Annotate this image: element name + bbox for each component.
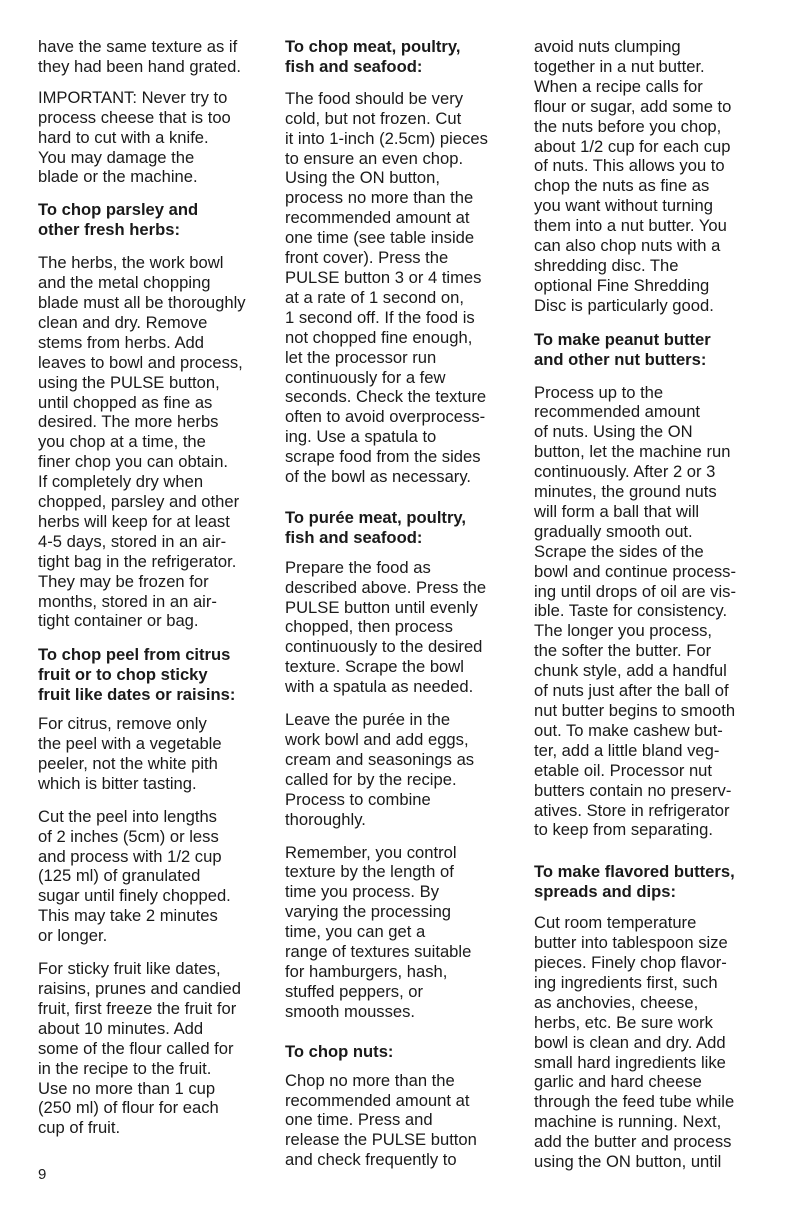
- column-2: [285, 37, 511, 1170]
- paragraph-nuts-continued: avoid nuts clumping together in a nut butter. When a recipe calls for flour or sugar, add some to the nuts before you chop, about 1/2 cup for each cup of nuts. This allows you to chop the nuts as fine as you want without turning them into a nut butter. You can also chop nuts with a shredding disc. The optional Fine Shredding Disc is particularly good.: [534, 37, 732, 315]
- heading-flavored-butters: To make flavored butters, spreads and dips:: [534, 862, 735, 902]
- heading-chop-parsley: To chop parsley and other fresh herbs:: [38, 200, 199, 240]
- paragraph-meat-instructions: The food should be very cold, but not frozen. Cut it into 1-inch (2.5cm) pieces to ensure an even chop. Using the ON button, process no more than the recommended amount at one time (see table inside front cover). Press the PULSE button 3 or 4 times at a rate of 1 second on, 1 second off. If the food is not chopped fine enough, let the processor run continuously for a few seconds. Check the texture often to avoid overprocess- ing. Use a spatula to scrape food from the sides of the bowl as necessary.: [285, 88, 488, 487]
- paragraph-herbs-instructions: The herbs, the work bowl and the metal chopping blade must all be thoroughly clean and dry. Remove stems from herbs. Add leaves to bowl and process, using the PULSE button, until chopped as fine as desired. The more herbs you chop at a time, the finer chop you can obtain. If completely dry when chopped, parsley and other herbs will keep for at least 4-5 days, stored in an air- tight bag in the refrigerator. They may be frozen for months, stored in an air- tight container or bag.: [38, 253, 246, 631]
- heading-puree-meat: To purée meat, poultry, fish and seafood:: [285, 507, 467, 547]
- paragraph-nut-butter-instructions: Process up to the recommended amount of nuts. Using the ON button, let the machine run continuously. After 2 or 3 minutes, the ground nuts will form a ball that will gradually smooth out. Scrape the sides of the bowl and continue process- ing until drops of oil are vis- ible. Taste for consistency. The longer you process, the softer the butter. For chunk style, add a handful of nuts just after the ball of nut butter begins to smooth out. To make cashew but- ter, add a little bland veg- etable oil. Processor nut butters contain no preserv- atives. Store in refrigerator to keep from separating.: [534, 382, 737, 840]
- page-number: 9: [38, 1166, 47, 1183]
- heading-chop-nuts: To chop nuts:: [285, 1041, 394, 1061]
- heading-chop-meat: To chop meat, poultry, fish and seafood:: [285, 37, 461, 76]
- paragraph-peel-instructions: Cut the peel into lengths of 2 inches (5cm) or less and process with 1/2 cup (125 ml) of granulated sugar until finely chopped. This may take 2 minutes or longer.: [38, 806, 231, 946]
- paragraph-texture-continued: have the same texture as if they had been hand grated.: [38, 37, 241, 76]
- heading-peanut-butter: To make peanut butter and other nut butters:: [534, 329, 711, 369]
- column-1: [38, 37, 260, 1138]
- paragraph-flavored-butters-instructions: Cut room temperature butter into tablespoon size pieces. Finely chop flavor- ing ingredients first, such as anchovies, cheese, herbs, etc. Be sure work bowl is clean and dry. Add small hard ingredients like garlic and hard cheese through the feed tube while machine is running. Next, add the butter and process using the ON button, until: [534, 913, 735, 1172]
- paragraph-citrus-instructions: For citrus, remove only the peel with a vegetable peeler, not the white pith which is bitter tasting.: [38, 714, 222, 793]
- paragraph-puree-eggs: Leave the purée in the work bowl and add eggs, cream and seasonings as called for by the recipe. Process to combine thoroughly.: [285, 710, 475, 829]
- paragraph-important-warning: IMPORTANT: Never try to process cheese that is too hard to cut with a knife. You may damage the blade or the machine.: [38, 87, 231, 187]
- paragraph-texture-control: Remember, you control texture by the length of time you process. By varying the processing time, you can get a range of textures suitable for hamburgers, hash, stuffed peppers, or smooth mousses.: [285, 842, 472, 1021]
- paragraph-puree-instructions: Prepare the food as described above. Press the PULSE button until evenly chopped, then process continuously to the desired texture. Scrape the bowl with a spatula as needed.: [285, 557, 487, 697]
- column-3: [534, 37, 760, 1172]
- paragraph-sticky-fruit-instructions: For sticky fruit like dates, raisins, prunes and candied fruit, first freeze the fruit for about 10 minutes. Add some of the flour called for in the recipe to the fruit. Use no more than 1 cup (250 ml) of flour for each cup of fruit.: [38, 959, 241, 1138]
- heading-chop-citrus-peel: To chop peel from citrus fruit or to chop sticky fruit like dates or raisins:: [38, 645, 236, 705]
- paragraph-nuts-instructions: Chop no more than the recommended amount at one time. Press and release the PULSE button and check frequently to: [285, 1070, 477, 1170]
